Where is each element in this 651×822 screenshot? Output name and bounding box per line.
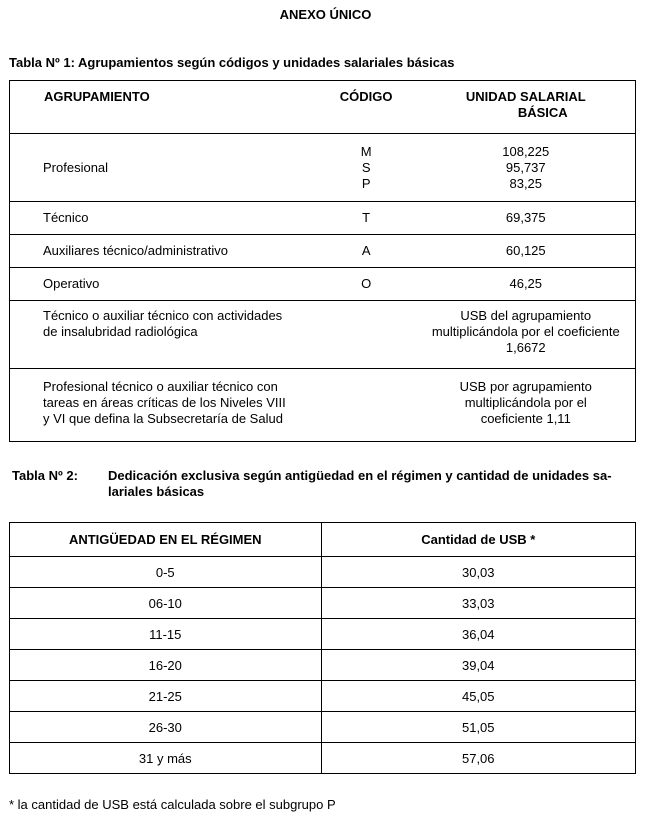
cell-cantidad: 39,04: [321, 650, 635, 681]
header-antiguedad: ANTIGÜEDAD EN EL RÉGIMEN: [10, 523, 322, 557]
agrupamiento-line: y VI que defina la Subsecretaría de Salud: [43, 411, 283, 426]
agrupamiento-line: Profesional técnico o auxiliar técnico con: [43, 379, 278, 394]
header-unidad-line2: BÁSICA: [517, 105, 568, 120]
header-codigo: CÓDIGO: [316, 81, 417, 134]
cell-agrupamiento: Técnico: [10, 202, 316, 235]
table2-caption-text: [108, 468, 637, 500]
cell-valor: [417, 134, 636, 202]
agrupamiento-line: Técnico o auxiliar técnico con actividades: [43, 308, 283, 323]
cell-cantidad: 45,05: [321, 681, 635, 712]
table1-header-row: [10, 81, 636, 134]
table-row: [10, 369, 636, 442]
page-title: ANEXO ÚNICO: [279, 7, 372, 22]
cell-agrupamiento: Profesional: [10, 134, 316, 202]
valor-line: multiplicándola por el coeficiente: [431, 324, 620, 339]
cell-valor: [417, 369, 636, 442]
cell-valor: 46,25: [417, 268, 636, 301]
cell-codigo: T: [316, 202, 417, 235]
cell-antiguedad: 31 y más: [10, 743, 322, 774]
table-row: [10, 588, 636, 619]
cell-cantidad: 57,06: [321, 743, 635, 774]
header-unidad-line1: UNIDAD SALARIAL: [465, 89, 586, 104]
table2-header-row: [10, 523, 636, 557]
cell-valor: 60,125: [417, 235, 636, 268]
table-row: [10, 268, 636, 301]
valor-line: coeficiente 1,11: [480, 411, 571, 426]
table-row: [10, 235, 636, 268]
valor-p: 83,25: [509, 175, 543, 191]
cell-codigo: O: [316, 268, 417, 301]
table-row: [10, 712, 636, 743]
table2-caption-number: Tabla Nº 2:: [12, 468, 78, 483]
table2-dedicacion: [9, 522, 636, 774]
codigo-p: P: [361, 175, 371, 191]
cell-agrupamiento: [10, 369, 316, 442]
cell-antiguedad: 0-5: [10, 557, 322, 588]
valor-s: 95,737: [505, 159, 546, 175]
table1-agrupamientos: [9, 80, 636, 442]
footnote: * la cantidad de USB está calculada sobre el subgrupo P: [9, 797, 336, 812]
table-row: [10, 134, 636, 202]
cell-antiguedad: 21-25: [10, 681, 322, 712]
valor-line: multiplicándola por el: [464, 395, 587, 410]
cell-cantidad: 33,03: [321, 588, 635, 619]
table2-caption-line: Dedicación exclusiva según antigüedad en el régimen y cantidad de unidades sa-: [108, 468, 612, 483]
cell-agrupamiento: Operativo: [10, 268, 316, 301]
valor-line: USB por agrupamiento: [459, 379, 592, 394]
cell-codigo: [316, 134, 417, 202]
cell-antiguedad: 11-15: [10, 619, 322, 650]
header-cantidad-usb: Cantidad de USB *: [321, 523, 635, 557]
cell-codigo: [316, 301, 417, 369]
table2-caption-line: lariales básicas: [108, 484, 205, 499]
codigo-s: S: [361, 159, 371, 175]
cell-codigo: [316, 369, 417, 442]
table2-caption: [12, 468, 637, 500]
table-row: [10, 301, 636, 369]
cell-cantidad: 51,05: [321, 712, 635, 743]
valor-line: 1,6672: [505, 340, 546, 355]
cell-agrupamiento: Auxiliares técnico/administrativo: [10, 235, 316, 268]
cell-codigo: A: [316, 235, 417, 268]
cell-antiguedad: 06-10: [10, 588, 322, 619]
valor-line: USB del agrupamiento: [460, 308, 592, 323]
table-row: [10, 619, 636, 650]
cell-cantidad: 30,03: [321, 557, 635, 588]
cell-cantidad: 36,04: [321, 619, 635, 650]
table-row: [10, 650, 636, 681]
cell-agrupamiento: [10, 301, 316, 369]
cell-valor: [417, 301, 636, 369]
table-row: [10, 681, 636, 712]
valor-m: 108,225: [502, 143, 550, 159]
table-row: [10, 743, 636, 774]
table-row: [10, 557, 636, 588]
codigo-m: M: [360, 143, 372, 159]
header-unidad-salarial: [417, 81, 636, 134]
table1-caption: Tabla Nº 1: Agrupamientos según códigos y unidades salariales básicas: [9, 55, 455, 70]
cell-valor: 69,375: [417, 202, 636, 235]
agrupamiento-line: tareas en áreas críticas de los Niveles VIII: [43, 395, 286, 410]
cell-antiguedad: 16-20: [10, 650, 322, 681]
agrupamiento-line: de insalubridad radiológica: [43, 324, 198, 339]
header-agrupamiento: AGRUPAMIENTO: [10, 81, 316, 134]
table-row: [10, 202, 636, 235]
cell-antiguedad: 26-30: [10, 712, 322, 743]
